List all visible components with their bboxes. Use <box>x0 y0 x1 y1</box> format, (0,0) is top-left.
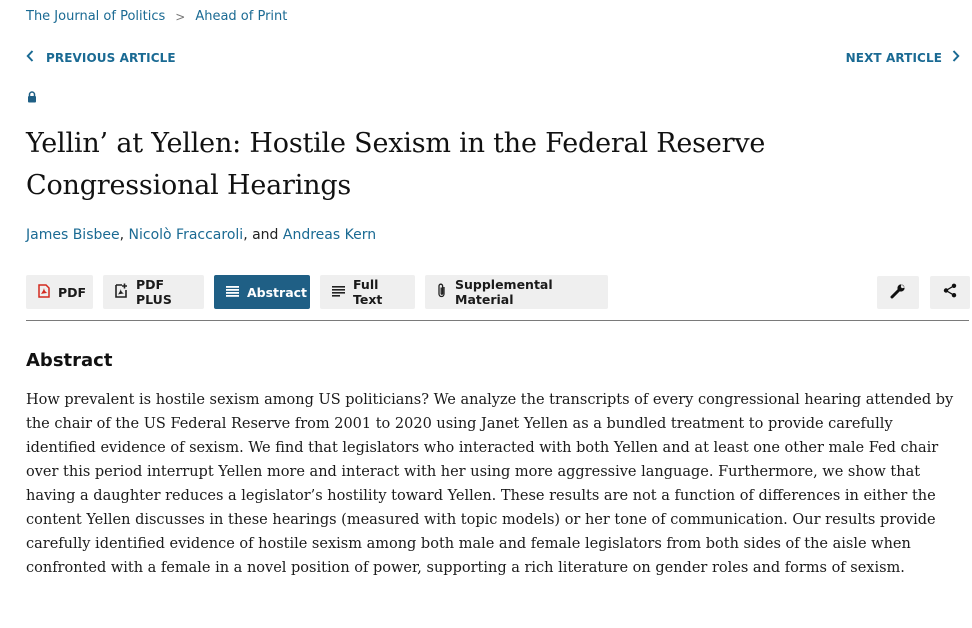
author-list <box>26 227 376 243</box>
pdf-plus-button-label: PDF PLUS <box>136 277 172 307</box>
abstract-tab-button[interactable] <box>214 275 310 309</box>
abstract-body: How prevalent is hostile sexism among US politicians? We analyze the transcripts of every congressional hearing attended by the chair of the US Federal Reserve from 2001 to 2020 using Janet Yellen as a bundled treatment to provide carefully identified evidence of sexism. We find that legislators who interacted with both Yellen and at least one other male Fed chair over this period interrupt Yellen more and interact with her using more aggressive language. Furthermore, we show that having a daughter reduces a legislator’s hostility toward Yellen. These results are not a function of differences in either the content Yellen discusses in these hearings (measured with topic models) or her tone of communication. Our results provide carefully identified evidence of hostile sexism among both male and female legislators from both sides of the aisle when confronted with a female in a novel position of power, supporting a rich literature on gender roles and forms of sexism. <box>26 392 954 576</box>
author-link[interactable]: Andreas Kern <box>282 227 377 243</box>
author-link[interactable]: Nicolò Fraccaroli <box>128 227 244 243</box>
author-separator: , <box>119 227 129 243</box>
full-text-button[interactable] <box>320 275 415 309</box>
article-navigation <box>26 50 960 68</box>
pdf-icon <box>38 284 58 301</box>
share-icon <box>943 283 957 302</box>
chevron-left-icon <box>26 50 34 65</box>
breadcrumb <box>26 9 287 24</box>
text-lines-icon <box>332 285 353 300</box>
breadcrumb-separator: > <box>175 9 186 24</box>
previous-article-link[interactable] <box>26 50 176 65</box>
supplemental-material-button[interactable] <box>425 275 608 309</box>
pdf-button[interactable] <box>26 275 93 309</box>
section-divider <box>26 320 969 321</box>
lock-icon <box>27 88 37 107</box>
author-separator: , and <box>243 227 283 243</box>
lines-icon <box>226 285 247 300</box>
abstract-tab-label: Abstract <box>247 284 308 300</box>
tools-button[interactable] <box>877 276 919 309</box>
pdf-button-label: PDF <box>58 284 87 300</box>
breadcrumb-journal-link[interactable]: The Journal of Politics <box>26 9 166 24</box>
breadcrumb-section-link[interactable]: Ahead of Print <box>195 9 288 24</box>
supplemental-material-label: Supplemental Material <box>455 277 553 307</box>
article-toolbar <box>26 275 618 309</box>
next-article-label: NEXT ARTICLE <box>845 50 942 65</box>
share-button[interactable] <box>930 276 970 309</box>
wrench-icon <box>890 283 906 303</box>
author-link[interactable]: James Bisbee <box>26 227 120 243</box>
pdf-plus-button[interactable] <box>103 275 204 309</box>
previous-article-label: PREVIOUS ARTICLE <box>46 50 176 65</box>
next-article-link[interactable] <box>846 50 960 65</box>
article-title: Yellin’ at Yellen: Hostile Sexism in the Federal Reserve Congressional Hearings <box>26 128 766 201</box>
paperclip-icon <box>437 283 455 301</box>
full-text-button-label: Full Text <box>353 277 383 307</box>
abstract-heading: Abstract <box>26 350 113 371</box>
chevron-right-icon <box>952 50 960 65</box>
pdf-plus-icon <box>115 283 136 301</box>
